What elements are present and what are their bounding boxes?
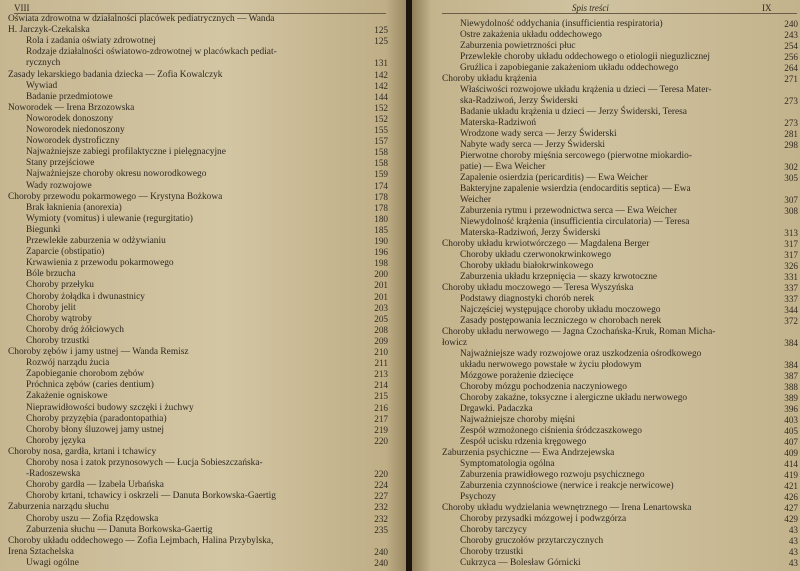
- toc-entry-title: Choroby przysadki mózgowej i podwzgórza: [460, 514, 627, 524]
- toc-entry-title: Badanie układu krążenia u dzieci — Jerzy Świderski, Teresa: [460, 107, 687, 117]
- toc-entry: [26, 380, 154, 391]
- toc-entry-title: Noworodek donoszony: [26, 113, 114, 124]
- toc-entry: [442, 283, 633, 294]
- toc-entry-page: 405: [784, 426, 798, 436]
- toc-entry-title: Noworodek — Irena Brzozowska: [8, 102, 135, 113]
- toc-entry-page: 337: [784, 294, 798, 304]
- toc-entry-page: 243: [784, 30, 798, 40]
- toc-entry: [460, 118, 536, 129]
- toc-entry: [26, 358, 109, 369]
- toc-entry-page: 307: [784, 195, 798, 205]
- toc-entry-title: Choroby układu krążenia: [442, 74, 537, 84]
- toc-entry-page: 216: [374, 402, 388, 413]
- toc-entry: [8, 25, 90, 36]
- toc-entry-page: 144: [374, 91, 388, 102]
- toc-entry-title: Podstawy diagnostyki chorób nerek: [460, 294, 595, 304]
- toc-entry-page: 131: [374, 58, 388, 69]
- toc-entry: [26, 92, 113, 103]
- toc-entry-title: Zaburzenia prawidłowego rozwoju psychicznego: [460, 470, 645, 480]
- toc-entry-title: Stany przejściowe: [26, 158, 95, 169]
- toc-entry-page: 211: [374, 358, 388, 369]
- toc-entry-title: Choroby układu oddechowego — Zofia Lejmbach, Halina Przybylska,: [8, 535, 274, 546]
- toc-entry-title: Drgawki. Padaczka: [460, 404, 533, 414]
- toc-entry-title: Choroby gardła — Izabela Urbańska: [26, 480, 164, 491]
- toc-entry-title: Nieprawidłowości budowy szczęki i żuchwy: [26, 402, 194, 413]
- toc-entry: [442, 338, 467, 349]
- toc-entry: [8, 70, 223, 81]
- toc-entry-page: 426: [784, 492, 798, 502]
- toc-entry: [26, 269, 76, 280]
- toc-entry-page: 155: [374, 125, 388, 135]
- toc-entry: [460, 305, 660, 316]
- toc-entry-title: Próchnica zębów (caries dentium): [26, 380, 154, 391]
- toc-entry-title: Badanie przedmiotowe: [26, 91, 113, 102]
- toc-entry: [460, 250, 611, 261]
- toc-entry-title: Zaburzenia rytmu i przewodnictwa serca — Ewa Weicher: [460, 206, 677, 216]
- toc-entry: [460, 85, 711, 96]
- toc-entry-page: 407: [784, 437, 798, 447]
- toc-entry: [26, 469, 80, 480]
- toc-entry-page: 421: [784, 481, 798, 491]
- toc-entry-title: Przewlekłe zaburzenia w odżywianiu: [26, 236, 166, 246]
- toc-entry-page: 125: [374, 36, 388, 47]
- toc-entry: [8, 14, 274, 25]
- toc-entry-page: 198: [374, 258, 388, 269]
- toc-entry-title: Choroby trzustki: [26, 335, 90, 346]
- toc-entry-title: Cukrzyca — Bolesław Górnicki: [460, 558, 581, 568]
- toc-entry-page: 43: [788, 525, 798, 535]
- toc-entry-title: Rodzaje działalności oświatowo-zdrowotnej w placówkach pediat-: [26, 47, 277, 58]
- toc-entry-title: Choroby przyzębia (paradontopathia): [26, 413, 167, 424]
- toc-entry-page: 208: [374, 324, 388, 335]
- toc-entry: [460, 129, 617, 140]
- toc-entry: [26, 258, 174, 269]
- toc-entry: [460, 151, 692, 162]
- toc-entry: [26, 280, 94, 291]
- toc-entry-page: 180: [374, 213, 388, 224]
- toc-entry: [8, 536, 273, 547]
- toc-entry: [460, 173, 648, 184]
- toc-entry-title: ska-Radziwoń, Jerzy Świderski: [460, 96, 578, 106]
- toc-entry-title: Noworodek niedonoszony: [26, 125, 125, 135]
- toc-entry: [460, 217, 689, 228]
- toc-entry-title: Choroby jelit: [26, 302, 76, 313]
- toc-entry-title: Choroby krtani, tchawicy i oskrzeli — Danuta Borkowska-Gaertig: [26, 491, 276, 502]
- toc-entry-page: 142: [374, 69, 388, 80]
- toc-entry: [460, 294, 594, 305]
- toc-entry-title: układu nerwowego powstałe w życiu płodowym: [460, 360, 642, 370]
- toc-entry-page: 157: [374, 136, 388, 147]
- toc-entry-page: 209: [374, 335, 388, 346]
- toc-entry: [460, 107, 687, 118]
- toc-entry-page: 142: [374, 80, 388, 91]
- toc-entry: [26, 114, 113, 125]
- toc-entry: [26, 169, 206, 180]
- toc-entry: [26, 158, 94, 169]
- toc-entry-page: 326: [784, 261, 798, 271]
- toc-entry: [460, 360, 641, 371]
- toc-entry: [26, 436, 86, 447]
- toc-entry-page: 205: [374, 313, 388, 324]
- toc-entry-title: Materska-Radziwoń: [460, 118, 537, 128]
- left-page-number: VIII: [14, 3, 30, 13]
- toc-entry-title: Bóle brzucha: [26, 269, 76, 280]
- toc-entry-page: 201: [374, 280, 388, 291]
- toc-entry-title: Choroby układu krwiotwórczego — Magdalena Berger: [442, 239, 650, 249]
- toc-entry: [460, 492, 496, 503]
- toc-entry-title: Oświata zdrowotna w działalności placówek pediatrycznych — Wanda: [8, 14, 275, 24]
- toc-entry: [460, 514, 626, 525]
- toc-entry: [8, 192, 222, 203]
- toc-entry-title: Uwagi ogólne: [26, 557, 79, 568]
- toc-entry-page: 331: [784, 272, 798, 282]
- toc-entry: [26, 147, 226, 158]
- toc-entry: [460, 96, 578, 107]
- toc-entry-page: 196: [374, 247, 388, 258]
- toc-entry: [26, 214, 193, 225]
- toc-entry-page: 264: [784, 63, 798, 73]
- toc-entry-page: 387: [784, 371, 798, 381]
- toc-entry-page: 313: [784, 228, 798, 238]
- toc-entry-title: łowicz: [442, 338, 467, 348]
- toc-entry-page: 240: [374, 557, 388, 568]
- toc-entry-title: Gruźlica i zapobieganie zakażeniom układu oddechowego: [460, 63, 679, 73]
- toc-entry: [26, 336, 89, 347]
- toc-entry: [460, 481, 674, 492]
- toc-entry-page: 152: [374, 102, 388, 113]
- toc-entry-title: Choroby układu czerwonokrwinkowego: [460, 250, 612, 260]
- toc-entry: [26, 247, 104, 258]
- toc-entry: [26, 225, 60, 236]
- toc-entry: [26, 292, 145, 303]
- toc-entry-title: Choroby układu nerwowego — Jagna Czochańska-Kruk, Roman Micha-: [442, 327, 716, 337]
- toc-entry-title: Krwawienia z przewodu pokarmowego: [26, 258, 174, 269]
- toc-entry-title: Choroby gruczołów przytarczycznych: [460, 536, 604, 546]
- toc-entry-title: Choroby przełyku: [26, 280, 94, 291]
- toc-entry-title: Najważniejsze choroby mięśni: [460, 415, 576, 425]
- toc-entry: [8, 103, 134, 114]
- toc-entry-title: Zaburzenia słuchu — Danuta Borkowska-Gaertig: [26, 524, 213, 535]
- toc-entry-title: Weicher: [460, 195, 491, 205]
- toc-entry-title: Najważniejsze choroby okresu noworodkowego: [26, 169, 207, 180]
- toc-entry-title: -Radoszewska: [26, 469, 81, 480]
- toc-entry-page: 125: [374, 25, 388, 36]
- right-page: [412, 0, 800, 571]
- toc-entry-page: 305: [784, 173, 798, 183]
- toc-entry: [26, 81, 57, 92]
- toc-entry-title: Właściwości rozwojowe układu krążenia u dzieci — Teresa Mater-: [460, 85, 712, 95]
- toc-entry-title: patie) — Ewa Weicher: [460, 162, 546, 172]
- toc-entry-title: Choroby zębów i jamy ustnej — Wanda Remisz: [8, 347, 189, 357]
- toc-entry: [460, 30, 602, 41]
- toc-entry: [460, 426, 642, 437]
- toc-entry-page: 281: [784, 129, 798, 139]
- toc-entry-page: 240: [374, 546, 388, 557]
- toc-entry: [460, 393, 687, 404]
- toc-entry-page: 213: [374, 369, 388, 380]
- toc-entry-page: 317: [784, 239, 798, 249]
- toc-entry: [460, 536, 603, 547]
- toc-entry-page: 215: [374, 391, 388, 402]
- toc-entry: [460, 228, 600, 239]
- toc-entry-page: 232: [374, 513, 388, 524]
- toc-entry-page: 384: [784, 338, 798, 348]
- toc-entry-title: Zapalenie osierdzia (pericarditis) — Ewa Weicher: [460, 173, 648, 183]
- toc-entry: [460, 41, 576, 52]
- toc-entry-page: 43: [788, 536, 798, 546]
- toc-entry: [26, 36, 156, 47]
- toc-entry: [460, 195, 491, 206]
- toc-entry-page: 388: [784, 382, 798, 392]
- toc-entry-page: 389: [784, 393, 798, 403]
- toc-entry-title: Choroby nosa, gardła, krtani i tchawicy: [8, 446, 157, 457]
- toc-entry-title: Irena Sztachelska: [8, 546, 74, 557]
- toc-entry-title: Bakteryjne zapalenie wsierdzia (endocarditis septica) — Ewa: [460, 184, 691, 194]
- toc-entry-title: Niewydolność krążenia (insufficientia circulatoria) — Teresa: [460, 217, 690, 227]
- toc-entry-title: Rozwój narządu żucia: [26, 358, 110, 369]
- toc-entry: [460, 547, 523, 558]
- toc-entry: [26, 181, 92, 192]
- toc-entry-page: 419: [784, 470, 798, 480]
- toc-entry-title: Choroby układu wydzielania wewnętrznego — Irena Lenartowska: [442, 503, 692, 513]
- toc-entry: [26, 58, 60, 69]
- toc-entry-page: 200: [374, 269, 388, 280]
- toc-entry-page: 203: [374, 302, 388, 313]
- toc-entry-page: 396: [784, 404, 798, 414]
- toc-entry: [460, 162, 545, 173]
- toc-entry-title: Choroby układu białokrwinkowego: [460, 261, 594, 271]
- toc-entry-page: 159: [374, 169, 388, 180]
- toc-entry-title: Materska-Radziwoń, Jerzy Świderski: [460, 228, 601, 238]
- toc-entry: [460, 558, 581, 569]
- right-header-rule: [442, 13, 797, 14]
- toc-entry-title: Zaburzenia narządu słuchu: [8, 502, 109, 513]
- toc-entry-page: 235: [374, 524, 388, 535]
- toc-entry: [460, 404, 533, 415]
- toc-entry-title: Zasady lekarskiego badania dziecka — Zofia Kowalczyk: [8, 69, 223, 80]
- toc-entry: [460, 415, 575, 426]
- toc-entry-page: 43: [788, 558, 798, 568]
- toc-entry-page: 414: [784, 459, 798, 469]
- toc-entry-page: 403: [784, 415, 798, 425]
- toc-entry: [26, 403, 194, 414]
- toc-entry: [460, 316, 661, 327]
- toc-entry-page: 178: [374, 202, 388, 213]
- toc-entry-title: Zaburzenia psychiczne — Ewa Andrzejewska: [442, 448, 615, 458]
- toc-entry-page: 220: [374, 435, 388, 446]
- toc-entry-title: Przewlekłe choroby układu oddechowego o etiologii nieguzlicznej: [460, 52, 710, 62]
- toc-entry-page: 227: [374, 491, 388, 502]
- toc-entry-page: 201: [374, 291, 388, 302]
- toc-entry: [460, 184, 691, 195]
- toc-entry-page: 158: [374, 147, 388, 158]
- toc-entry-title: Choroby dróg żółciowych: [26, 324, 124, 335]
- toc-entry-title: Choroby tarczycy: [460, 525, 527, 535]
- toc-entry: [442, 239, 649, 250]
- toc-entry-title: Najważniejsze zabiegi profilaktyczne i pielęgnacyjne: [26, 147, 226, 158]
- toc-entry-title: Wrodzone wady serca — Jerzy Świderski: [460, 129, 617, 139]
- toc-entry-title: Pierwotne choroby mięśnia sercowego (pierwotne miokardio-: [460, 151, 692, 161]
- toc-entry-page: 298: [784, 140, 798, 150]
- toc-entry: [460, 19, 663, 30]
- toc-entry-page: 384: [784, 360, 798, 370]
- toc-entry-title: Choroby żołądka i dwunastnicy: [26, 291, 145, 302]
- toc-entry-title: Zespół ucisku rdzenia kręgowego: [460, 437, 587, 447]
- toc-entry-page: 372: [784, 316, 798, 326]
- toc-entry-title: Choroby uszu — Zofia Rzędowska: [26, 513, 159, 524]
- toc-entry-title: Wymioty (vomitus) i ulewanie (regurgitatio): [26, 213, 193, 224]
- toc-entry: [460, 382, 627, 393]
- toc-entry-title: Zaparcie (obstipatio): [26, 247, 105, 258]
- toc-entry-title: Niewydolność oddychania (insufficientia respiratoria): [460, 19, 663, 29]
- toc-entry-page: 429: [784, 514, 798, 524]
- toc-entry-title: Wywiad: [26, 80, 58, 91]
- toc-entry-page: 43: [788, 547, 798, 557]
- toc-entry-page: 254: [784, 41, 798, 51]
- toc-entry-page: 178: [374, 191, 388, 202]
- toc-entry-page: 220: [374, 469, 388, 480]
- toc-entry-page: 317: [784, 250, 798, 260]
- toc-entry: [26, 558, 79, 569]
- toc-entry-page: 409: [784, 448, 798, 458]
- toc-entry-title: H. Jarczyk-Czekalska: [8, 25, 90, 36]
- toc-entry: [26, 47, 277, 58]
- toc-entry: [26, 425, 164, 436]
- right-running-head: Spis treści: [572, 3, 609, 13]
- toc-entry-page: 337: [784, 283, 798, 293]
- toc-entry: [26, 525, 212, 536]
- toc-entry-page: 190: [374, 236, 388, 246]
- toc-entry-page: 427: [784, 503, 798, 513]
- toc-entry-page: 217: [374, 413, 388, 424]
- toc-entry: [8, 547, 74, 558]
- toc-entry-title: Noworodek dystroficzny: [26, 136, 120, 147]
- toc-entry: [26, 325, 124, 336]
- toc-entry-title: rycznych: [26, 58, 61, 69]
- toc-entry-page: 256: [784, 52, 798, 62]
- toc-entry: [8, 347, 189, 358]
- toc-entry: [460, 52, 710, 63]
- toc-entry-title: Najczęściej występujące choroby układu moczowego: [460, 305, 661, 315]
- toc-entry-title: Brak łaknienia (anorexia): [26, 202, 122, 213]
- toc-entry: [26, 236, 166, 247]
- toc-entry-title: Zaburzenia układu krzepnięcia — skazy krwotoczne: [460, 272, 658, 282]
- toc-entry-title: Nabyte wady serca — Jerzy Świderski: [460, 140, 606, 150]
- toc-entry-page: 152: [374, 113, 388, 124]
- toc-entry: [8, 447, 156, 458]
- toc-entry-page: 302: [784, 162, 798, 172]
- toc-entry-title: Zaburzenia czynnościowe (nerwice i reakcje nerwicowe): [460, 481, 674, 491]
- toc-entry: [460, 371, 573, 382]
- toc-entry: [442, 448, 614, 459]
- toc-entry: [26, 458, 263, 469]
- toc-entry: [26, 514, 158, 525]
- toc-entry-title: Psychozy: [460, 492, 496, 502]
- toc-entry-page: 232: [374, 502, 388, 513]
- toc-entry: [26, 303, 76, 314]
- toc-entry: [460, 470, 645, 481]
- toc-entry-page: 174: [374, 180, 388, 191]
- toc-entry-title: Wady rozwojowe: [26, 180, 92, 191]
- toc-entry: [460, 272, 657, 283]
- toc-entry-page: 158: [374, 158, 388, 169]
- toc-entry-page: 219: [374, 424, 388, 435]
- toc-entry-title: Symptomatologia ogólna: [460, 459, 555, 469]
- toc-entry-page: 214: [374, 380, 388, 391]
- toc-entry-title: Choroby błony śluzowej jamy ustnej: [26, 424, 165, 435]
- toc-entry-title: Zasady postępowania leczniczego w chorobach nerek: [460, 316, 662, 326]
- toc-entry-title: Zapobieganie chorobom zębów: [26, 369, 145, 380]
- toc-entry-title: Zakażenie ogniskowe: [26, 391, 108, 402]
- toc-entry-page: 210: [374, 347, 388, 357]
- toc-entry: [8, 502, 109, 513]
- toc-entry: [442, 503, 691, 514]
- toc-entry-page: 308: [784, 206, 798, 216]
- toc-entry-title: Zespół wzmożonego ciśnienia śródczaszkowego: [460, 426, 642, 436]
- toc-entry-page: 273: [784, 118, 798, 128]
- toc-entry: [442, 327, 715, 338]
- toc-entry: [26, 414, 167, 425]
- toc-entry-page: 344: [784, 305, 798, 315]
- toc-entry: [460, 261, 593, 272]
- toc-entry-title: Biegunki: [26, 224, 61, 235]
- toc-entry-page: 224: [374, 480, 388, 491]
- toc-entry: [26, 369, 144, 380]
- toc-entry-title: Najważniejsze wady rozwojowe oraz uszkodzenia ośrodkowego: [460, 349, 702, 359]
- toc-entry: [26, 314, 92, 325]
- toc-entry: [460, 349, 701, 360]
- toc-entry: [26, 391, 107, 402]
- toc-entry-page: 240: [784, 19, 798, 29]
- toc-entry-title: Choroby trzustki: [460, 547, 524, 557]
- toc-entry: [26, 136, 119, 147]
- toc-entry-title: Choroby układu moczowego — Teresa Wyszyńska: [442, 283, 634, 293]
- toc-entry: [26, 125, 125, 136]
- toc-entry-title: Mózgowe porażenie dziecięce: [460, 371, 574, 381]
- toc-entry-title: Choroby mózgu pochodzenia naczyniowego: [460, 382, 627, 392]
- toc-entry-title: Choroby nosa i zatok przynosowych — Łucja Sobieszczańska-: [26, 458, 263, 468]
- toc-entry: [26, 491, 276, 502]
- toc-entry: [442, 74, 537, 85]
- toc-entry: [26, 480, 164, 491]
- toc-entry: [460, 140, 605, 151]
- toc-entry-title: Ostre zakażenia układu oddechowego: [460, 30, 602, 40]
- toc-entry: [460, 63, 678, 74]
- toc-entry-title: Zaburzenia powietrzności płuc: [460, 41, 576, 51]
- toc-entry: [460, 525, 527, 536]
- toc-entry-title: Choroby języka: [26, 435, 86, 446]
- right-page-number: IX: [762, 3, 772, 13]
- toc-entry-page: 273: [784, 96, 798, 106]
- toc-entry: [460, 206, 677, 217]
- toc-entry-title: Rola i zadania oświaty zdrowotnej: [26, 36, 156, 47]
- toc-entry-title: Choroby przewodu pokarmowego — Krystyna Bożkowa: [8, 191, 223, 202]
- toc-entry-title: Choroby wątroby: [26, 313, 92, 324]
- toc-entry-page: 185: [374, 224, 388, 235]
- toc-entry: [26, 203, 122, 214]
- toc-entry-title: Choroby zakaźne, toksyczne i alergiczne układu nerwowego: [460, 393, 688, 403]
- toc-entry: [460, 459, 555, 470]
- toc-entry-page: 271: [784, 74, 798, 84]
- toc-entry: [460, 437, 586, 448]
